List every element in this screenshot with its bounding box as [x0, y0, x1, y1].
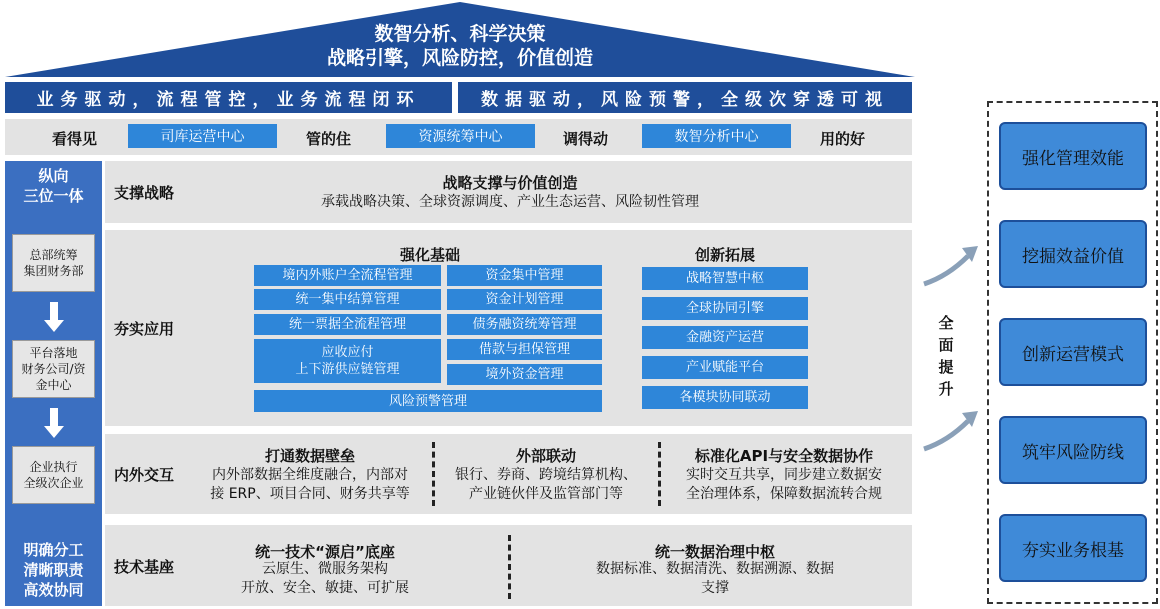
- left-box-enterprise: 企业执行 全级次企业: [12, 446, 95, 504]
- interaction-col3-desc: 实时交互共享，同步建立数据安 全治理体系，保障数据流转合规: [686, 467, 882, 502]
- curved-arrow-icon: [918, 405, 982, 455]
- center-resources: 资源统筹中心: [386, 124, 535, 148]
- divider: [508, 535, 511, 599]
- innovation-item-hub: 战略智慧中枢: [642, 267, 808, 290]
- foundation-item-debt-financing: 债务融资统筹管理: [447, 314, 602, 335]
- foundation-item-bills: 统一票据全流程管理: [254, 314, 441, 335]
- tech-col1-desc: 云原生、微服务架构 开放、安全、敏捷、可扩展: [241, 561, 409, 596]
- divider: [658, 442, 661, 506]
- left-box-platform: 平台落地 财务公司/资 金中心: [12, 340, 95, 398]
- capability-see: 看得见: [52, 130, 98, 148]
- capability-mobilize: 调得动: [563, 130, 609, 148]
- roof-subtitle: 战略引擎，风险防控，价值创造: [326, 47, 593, 69]
- interaction-col1-title: 打通数据壁垒: [264, 447, 355, 465]
- left-box-hq: 总部统筹 集团财务部: [12, 234, 95, 292]
- innovation-item-linkage: 各模块协同联动: [642, 386, 808, 409]
- capability-manage: 管的住: [306, 130, 352, 148]
- center-treasury-ops: 司库运营中心: [128, 124, 277, 148]
- interaction-label: 内外交互: [114, 466, 175, 484]
- tech-label: 技术基座: [114, 558, 175, 576]
- interaction-col3-title: 标准化API与安全数据协作: [694, 447, 874, 465]
- strategy-desc: 承载战略决策、全球资源调度、产业生态运营、风险韧性管理: [321, 194, 699, 210]
- tech-col1-title: 统一技术“源启”底座: [255, 543, 395, 561]
- foundation-item-overseas: 境外资金管理: [447, 364, 602, 385]
- outcome-foundation: 夯实业务根基: [999, 514, 1147, 582]
- outcome-innovation: 创新运营模式: [999, 318, 1147, 386]
- interaction-col2-title: 外部联动: [515, 447, 576, 465]
- outcome-risk: 筑牢风险防线: [999, 416, 1147, 484]
- outcome-efficiency: 强化管理效能: [999, 122, 1147, 190]
- foundation-item-accounts: 境内外账户全流程管理: [254, 265, 441, 286]
- outcome-value: 挖掘效益价值: [999, 220, 1147, 288]
- innovation-item-engine: 全球协同引擎: [642, 297, 808, 320]
- innovation-title: 创新拓展: [694, 246, 755, 264]
- banner-business: 业务驱动，流程管控，业务流程闭环: [5, 82, 452, 113]
- interaction-col1-desc: 内外部数据全维度融合，内部对 接 ERP、项目合同、财务共享等: [210, 467, 410, 502]
- left-column-footer: 明确分工 清晰职责 高效协同: [23, 541, 84, 599]
- promote-label: 全 面 提 升: [938, 314, 954, 398]
- foundation-item-fund-concentration: 资金集中管理: [447, 265, 602, 286]
- down-arrow-icon: [44, 408, 64, 438]
- down-arrow-icon: [44, 302, 64, 332]
- foundation-item-risk: 风险预警管理: [254, 390, 602, 412]
- application-label: 夯实应用: [114, 320, 175, 338]
- tech-col2-desc: 数据标准、数据清洗、数据溯源、数据 支撑: [596, 561, 834, 596]
- center-analytics: 数智分析中心: [642, 124, 791, 148]
- roof-title: 数智分析、科学决策: [374, 23, 546, 45]
- innovation-item-assets: 金融资产运营: [642, 326, 808, 349]
- divider: [432, 442, 435, 506]
- capability-use: 用的好: [820, 130, 866, 148]
- foundation-title: 强化基础: [399, 246, 460, 264]
- innovation-item-platform: 产业赋能平台: [642, 356, 808, 379]
- foundation-item-loans: 借款与担保管理: [447, 339, 602, 360]
- foundation-item-fund-plan: 资金计划管理: [447, 289, 602, 310]
- banner-data: 数据驱动，风险预警，全级次穿透可视: [458, 82, 912, 113]
- left-column-title: 纵向 三位一体: [23, 167, 84, 205]
- interaction-col2-desc: 银行、券商、跨境结算机构、 产业链伙伴及监管部门等: [455, 467, 637, 502]
- tech-col2-title: 统一数据治理中枢: [654, 543, 775, 561]
- foundation-item-settlement: 统一集中结算管理: [254, 289, 441, 310]
- strategy-title: 战略支撑与价值创造: [442, 174, 578, 192]
- strategy-label: 支撑战略: [114, 184, 175, 202]
- foundation-item-receivable: 应收应付 上下游供应链管理: [254, 339, 441, 383]
- curved-arrow-icon: [918, 240, 982, 290]
